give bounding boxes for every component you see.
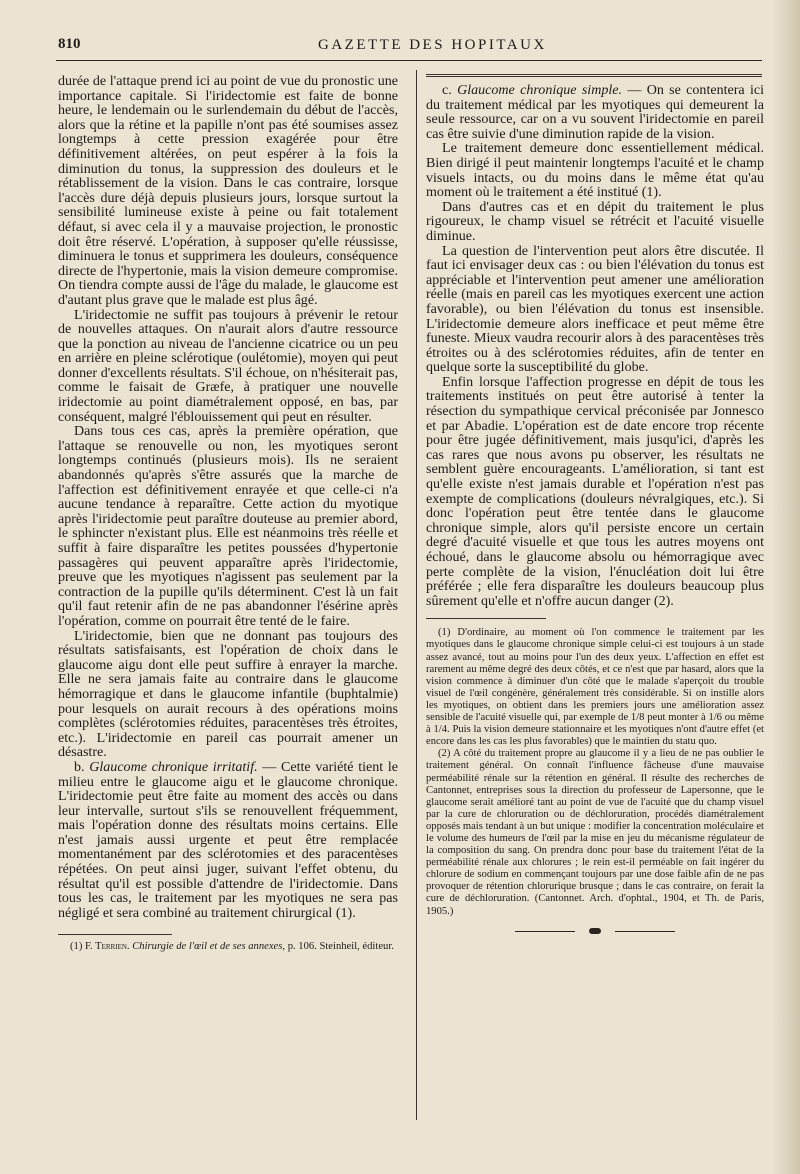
subsection-text: — Cette variété tient le milieu entre le glaucome aigu et le glaucome chronique. L'iridectomie peut être faite au moment des accès ou dans leur intervalle, surtout s'ils se renouvellent fréquemment, mais l'opération donne des résultats moins certains. Elle n'est jamais aussi urgente et peut être remplacée momentanément par des sclérotomies et des paracentèses répétées. On peut ainsi juger, suivant l'effet obtenu, du résultat qu'il est possible d'attendre de l'iridectomie. Dans tous les cas, le traitement par les myotiques ne sera pas négligé et sera combiné au traitement chirurgical (1).	[58, 758, 398, 921]
paragraph: L'iridectomie, bien que ne donnant pas toujours des résultats satisfaisants, est l'opération de choix dans le glaucome aigu dont elle peut suffire à enrayer la marche. Elle ne sera jamais faite au contraire dans le glaucome hémorragique et dans le glaucome infantile (buphtalmie) pour lesquels on aurait recours à des opérations moins complètes (sclérotomies réduites, paracentèses très étroites, etc.). L'iridectomie en pareil cas pourrait amener un désastre.	[58, 627, 398, 761]
ornament-line	[615, 931, 675, 932]
ornament-dot	[589, 928, 601, 934]
subsection-title: Glaucome chronique simple.	[457, 82, 623, 98]
paragraph: Enfin lorsque l'affection progresse en dépit de tous les traitements institués on peut être autorisé à tenter la résection du sympathique cervical préconisée par Jonnesco et par Abadie. L'opération est de date encore trop récente pour être jugée définitivement, mais jusqu'ici, d'après les cas rares que nous avons pu observer, les résultats ne semblent guère encourageants. L'amélioration, si tant est qu'elle existe n'est jamais durable et l'opération n'est pas exempte de complications (douleurs névralgiques, etc.). Si donc l'opération peut être tentée dans le glaucome chronique simple, alors qu'il persiste encore un certain degré d'acuité visuelle et que tous les autres moyens ont échoué, dans le glaucome absolu ou hémorragique avec perte complète de la vision, l'énucléation doit lui être préférée ; elle fera disparaître les douleurs beaucoup plus sûrement qu'elle et n'offre aucun danger (2).	[426, 373, 764, 609]
running-head: GAZETTE DES HOPITAUX	[318, 37, 547, 53]
left-column	[58, 74, 398, 954]
footnote: (2) A côté du traitement propre au glaucome il y a lieu de ne pas oublier le traitement général. On connaît l'influence fâcheuse d'une mauvaise perméabilité rénale sur la rétention en général. Il résulte des recherches de Cantonnet, entreprises sous la direction du professeur de Lapersonne, que le glaucome serait amélioré tant au point de vue de l'acuité que du champ visuel par la cure de chloruration ou de déchloruration, procédés diamétralement opposés mais tendant à un but unique : modifier la concentration moléculaire et le volume des humeurs de l'œil par la mise en jeu du mécanisme régulateur de la composition du sang. On prendra donc pour base du traitement l'état de la perméabilité rénale aux chlorures ; le rein est-il perméable on fait ingérer du chlorure de sodium en commençant toujours par une dose faible afin de ne pas provoquer de rétention chlorurique brusque ; dans le cas contraire, on ferait la cure de déchloruration. (Cantonnet. Arch. d'ophtal., 1904, et Th. de Paris, 1905.)	[426, 748, 764, 917]
ornament-line	[515, 931, 575, 932]
column-divider	[416, 70, 417, 1120]
subsection-c	[426, 83, 764, 141]
footnote-rule	[426, 618, 546, 619]
footnote-rest: p. 106. Steinheil, éditeur.	[287, 941, 394, 953]
paragraph: Dans d'autres cas et en dépit du traitement le plus rigoureux, le champ visuel se rétrécit et l'acuité visuelle diminue.	[426, 198, 764, 244]
footnote-marker: (1)	[70, 941, 83, 953]
footnote-title: Chirurgie de l'œil et de ses annexes,	[132, 941, 286, 953]
page-edge-shade	[772, 0, 800, 1174]
page-number: 810	[58, 36, 81, 52]
subsection-b	[58, 760, 398, 921]
footnote: (1) D'ordinaire, au moment où l'on commence le traitement par les myotiques dans le glaucome chronique simple celui-ci est toujours à un stade assez avancé, tout au moins pour l'un des deux yeux. L'affection en effet est rarement au même degré des deux côtés, et ce n'est que par hasard, alors que la vision commence à diminuer d'un côté que le malade s'aperçoit du trouble visuel de l'œil congénère, généralement très considérable. Si on instille alors les myotiques, on obtient dans les premiers jours une amélioration assez sensible de l'acuité visuelle qui, par exemple de 1/8 peut monter à 1/6 ou même à 1/4. Puis la vision demeure stationnaire et les myotiques n'ont d'autre effet (et encore dans les cas les plus favorables) que le maintien du statu quo.	[426, 627, 764, 748]
subsection-text: — On se contentera ici du traitement médical par les myotiques qui demeurent la seule ressource, car on a vu souvent l'iridectomie en pareil cas être suivie d'une diminution rapide de la vision.	[426, 82, 765, 142]
section-rule	[426, 74, 762, 79]
right-column	[426, 74, 764, 936]
paragraph: La question de l'intervention peut alors être discutée. Il faut ici envisager deux cas : ou bien l'élévation du tonus est appréciable et l'intervention peut amener une amélioration réelle (mais en pareil cas les myotiques exercent une action favorable), ou bien l'élévation du tonus est insensible. L'iridectomie demeure alors inefficace et peut même être funeste. Mieux vaudra recourir alors à des paracentèses très étroites ou à des sclérotomies réduites, afin de tenter en quelque sorte la susceptibilité du globe.	[426, 242, 764, 376]
header-rule	[56, 60, 762, 61]
paragraph: L'iridectomie ne suffit pas toujours à prévenir le retour de nouvelles attaques. On n'aurait alors d'autre ressource que la ponction au niveau de l'ancienne cicatrice ou un peu en arrière en pleine sclérotique (oulétomie), moyen qui peut donner d'excellents résultats. S'il échoue, on n'hésiterait pas, comme le faisait de Græfe, à pratiquer une nouvelle iridectomie au point diamétralement opposé, en bas, par conséquent, malgré l'éblouissement qui peut en résulter.	[58, 306, 398, 425]
footnote-rule	[58, 934, 172, 935]
paragraph: Dans tous ces cas, après la première opération, que l'attaque se renouvelle ou non, les myotiques seront longtemps continués (plusieurs mois). Ils ne seraient abandonnés qu'après s'être assurés que la marche de l'affection est définitivement enrayée et que celle-ci n'a aucune tendance à reparaître. Cette action du myotique après l'iridectomie peut paraître douteuse au premier abord, le sphincter n'existant plus. Elle est néanmoins très réelle et suffit à faire disparaître les petites poussées d'hypertonie passagères qui peuvent apparaître après l'iridectomie, preuve que les myotiques n'agissent pas seulement par la contraction de la pupille qu'ils déterminent. C'est là un fait qu'il faut retenir afin de ne pas abandonner l'ésérine après l'opération, comme on pourrait être tenté de le faire.	[58, 423, 398, 629]
footnote-author: F. Terrien.	[85, 941, 130, 953]
subsection-label: b.	[74, 758, 85, 775]
end-ornament	[515, 928, 675, 936]
footnote	[58, 941, 398, 953]
paragraph: Le traitement demeure donc essentiellement médical. Bien dirigé il peut maintenir longtemps l'acuité et le champ visuels intacts, ou du moins dans le même état qu'au moment où le traitement a été institué (1).	[426, 140, 764, 201]
subsection-label: c.	[442, 82, 452, 98]
subsection-title: Glaucome chronique irritatif.	[89, 758, 258, 775]
paragraph: durée de l'attaque prend ici au point de vue du pronostic une importance capitale. Si l'iridectomie est faite de bonne heure, le lendemain ou le surlendemain du début de l'accès, alors que la rétine et la papille n'ont pas été soumises assez longtemps à cette pression exagérée pour être définitivement altérées, on peut espérer à la fois la diminution du tonus, la suppression des douleurs et le rétablissement de la vision. Dans le cas contraire, lorsque l'accès dure déjà depuis plusieurs jours, lorsque surtout la sensibilité lumineuse existe à peine ou fait totalement défaut, si avec cela il y a mauvaise projection, le pronostic doit être réservé. L'opération, à supposer qu'elle réussisse, diminuera le tonus et supprimera les douleurs, conséquence directe de l'hypertonie, mais la vision demeure compromise. On tiendra compte aussi de l'âge du malade, le glaucome est d'autant plus grave que le malade est plus âgé.	[58, 73, 398, 308]
